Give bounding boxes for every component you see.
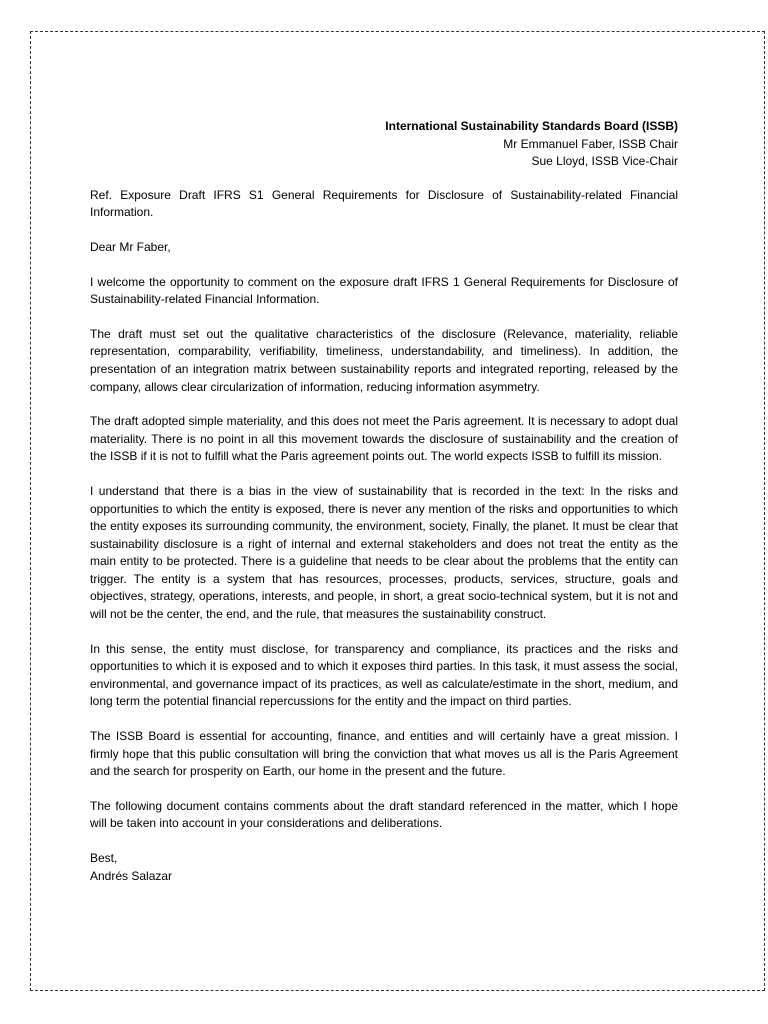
- recipient-block: [90, 118, 678, 171]
- closing: Best,: [90, 851, 118, 865]
- reference-line: Ref. Exposure Draft IFRS S1 General Requirements for Disclosure of Sustainability-related Financial Information.: [90, 187, 678, 220]
- paragraph: The draft adopted simple materiality, and this does not meet the Paris agreement. It is necessary to adopt dual materiality. There is no point in all this movement towards the disclosure of sustainability and the creation of the ISSB if it is not to fulfill what the Paris agreement points out. The world expects ISSB to fulfill its mission.: [90, 414, 678, 464]
- paragraph: The ISSB Board is essential for accounting, finance, and entities and will certainly have a great mission. I firmly hope that this public consultation will bring the conviction that what moves us all is the Paris Agreement and the search for prosperity on Earth, our home in the present and the future.: [90, 729, 678, 779]
- signature-name: Andrés Salazar: [90, 868, 173, 883]
- recipient-chair: Mr Emmanuel Faber, ISSB Chair: [503, 136, 678, 151]
- recipient-vice-chair: Sue Lloyd, ISSB Vice-Chair: [531, 154, 678, 169]
- paragraph: The draft must set out the qualitative characteristics of the disclosure (Relevance, materiality, reliable representation, comparability, verifiability, timeliness, understandability, and timeliness). In addition, the presentation of an integration matrix between sustainability reports and integrated reporting, released by the company, allows clear circularization of information, reducing information asymmetry.: [90, 326, 678, 394]
- paragraph: In this sense, the entity must disclose, for transparency and compliance, its practices and the risks and opportunities to which it is exposed and to which it exposes third parties. In this task, it must assess the social, environmental, and governance impact of its practices, as well as calculate/estimate in the short, medium, and long term the potential financial repercussions for the entity and the impact on third parties.: [90, 641, 678, 709]
- paragraph: I welcome the opportunity to comment on the exposure draft IFRS 1 General Requirements for Disclosure of Sustainability-related Financial Information.: [90, 274, 678, 307]
- signoff-block: [90, 850, 678, 885]
- letter-body: [90, 118, 678, 885]
- paragraph: The following document contains comments about the draft standard referenced in the matter, which I hope will be taken into account in your considerations and deliberations.: [90, 798, 678, 831]
- paragraph: I understand that there is a bias in the view of sustainability that is recorded in the text: In the risks and opportunities to which the entity is exposed, there is never any mention of the risks and opportunities to which the entity exposes its surrounding community, the environment, society, Finally, the planet. It must be clear that sustainability disclosure is a right of internal and external stakeholders and does not treat the entity as the main entity to be protected. There is a guideline that needs to be clear about the problems that the entity can trigger. The entity is a system that has resources, processes, products, services, structure, goals and objectives, strategy, operations, interests, and people, in short, a great socio-technical system, but it is not and will not be the center, the end, and the rule, that measures the sustainability construct.: [90, 483, 678, 622]
- salutation: Dear Mr Faber,: [90, 239, 171, 254]
- recipient-organization: International Sustainability Standards Board (ISSB): [385, 119, 678, 133]
